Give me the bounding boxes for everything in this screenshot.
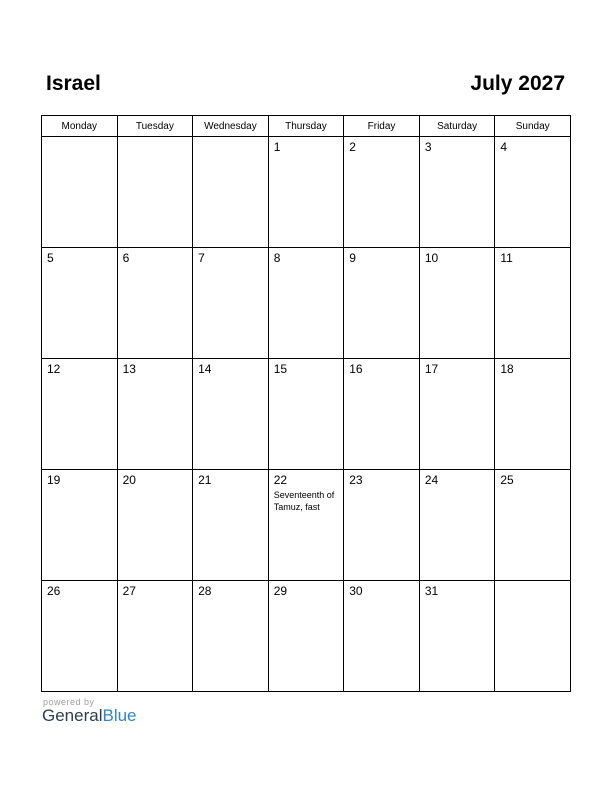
- day-number: 20: [122, 473, 136, 487]
- day-number: 28: [198, 584, 212, 598]
- day-cell: [42, 581, 118, 692]
- day-number: 17: [424, 362, 439, 376]
- day-number: [495, 581, 570, 585]
- week-row: [42, 359, 571, 470]
- day-cell: [268, 137, 344, 248]
- weekday-header: Monday: [42, 116, 118, 137]
- day-cell: [117, 248, 193, 359]
- day-number: 31: [424, 584, 439, 598]
- day-cell: [419, 248, 495, 359]
- day-number: 19: [47, 473, 61, 487]
- day-cell: [42, 248, 118, 359]
- day-number: 15: [273, 362, 288, 376]
- footer-branding: [42, 697, 137, 726]
- day-cell: [344, 470, 420, 581]
- weekday-header-row: [42, 116, 571, 137]
- day-number: 26: [47, 584, 61, 598]
- day-cell: [419, 470, 495, 581]
- week-row: [42, 470, 571, 581]
- day-cell: [419, 581, 495, 692]
- day-number: 27: [122, 584, 136, 598]
- day-cell: [495, 248, 571, 359]
- day-number: [193, 137, 268, 141]
- weekday-header: Thursday: [268, 116, 344, 137]
- day-number: 2: [349, 140, 356, 154]
- week-row: [42, 581, 571, 692]
- day-cell: [117, 359, 193, 470]
- day-number: 16: [349, 362, 363, 376]
- day-cell: [193, 581, 269, 692]
- day-number: 6: [122, 251, 130, 265]
- day-number: 18: [500, 362, 514, 376]
- day-cell: [344, 137, 420, 248]
- day-number: 4: [500, 140, 508, 154]
- week-row: [42, 137, 571, 248]
- day-cell: [117, 470, 193, 581]
- day-cell: [419, 359, 495, 470]
- day-number: 3: [424, 140, 432, 154]
- generalblue-logo: [42, 706, 137, 726]
- day-cell: [42, 137, 118, 248]
- day-cell: [268, 581, 344, 692]
- powered-by-text: powered by: [43, 697, 95, 707]
- day-number: 1: [273, 140, 281, 154]
- day-cell: [268, 470, 344, 581]
- country-title: Israel: [46, 72, 101, 95]
- week-row: [42, 248, 571, 359]
- brand-general-text: General: [42, 706, 103, 725]
- day-number: 29: [273, 584, 288, 598]
- day-cell: [268, 359, 344, 470]
- day-cell: [419, 137, 495, 248]
- day-number: 12: [47, 362, 61, 376]
- day-cell: [193, 248, 269, 359]
- day-cell: [495, 581, 571, 692]
- day-cell: [42, 470, 118, 581]
- day-cell: [344, 359, 420, 470]
- calendar-grid: [41, 115, 571, 692]
- day-number: 25: [500, 473, 514, 487]
- holiday-label: Seventeenth of Tamuz, fast: [273, 490, 335, 512]
- day-number: 9: [349, 251, 356, 265]
- day-number: 5: [47, 251, 54, 265]
- day-cell: [193, 359, 269, 470]
- day-number: 21: [198, 473, 212, 487]
- day-cell: [268, 248, 344, 359]
- weekday-header: Sunday: [495, 116, 571, 137]
- day-number: 24: [424, 473, 439, 487]
- day-number: 13: [122, 362, 136, 376]
- day-number: [42, 137, 117, 141]
- day-cell: [42, 359, 118, 470]
- day-number: 22: [273, 473, 288, 487]
- day-cell: [344, 581, 420, 692]
- day-number: 30: [349, 584, 363, 598]
- day-number: 7: [198, 251, 205, 265]
- day-number: 14: [198, 362, 212, 376]
- day-cell: [495, 137, 571, 248]
- day-cell: [193, 137, 269, 248]
- day-cell: [495, 359, 571, 470]
- day-number: [118, 137, 193, 141]
- day-cell: [495, 470, 571, 581]
- day-number: 8: [273, 251, 281, 265]
- day-cell: [117, 581, 193, 692]
- weekday-header: Friday: [344, 116, 420, 137]
- weekday-header: Tuesday: [117, 116, 193, 137]
- brand-blue-text: Blue: [102, 706, 137, 725]
- weekday-header: Wednesday: [193, 116, 269, 137]
- day-cell: [344, 248, 420, 359]
- day-number: 11: [500, 251, 513, 265]
- day-number: 10: [424, 251, 439, 265]
- month-year-title: July 2027: [470, 72, 565, 95]
- day-cell: [193, 470, 269, 581]
- day-cell: [117, 137, 193, 248]
- day-number: 23: [349, 473, 363, 487]
- weekday-header: Saturday: [419, 116, 495, 137]
